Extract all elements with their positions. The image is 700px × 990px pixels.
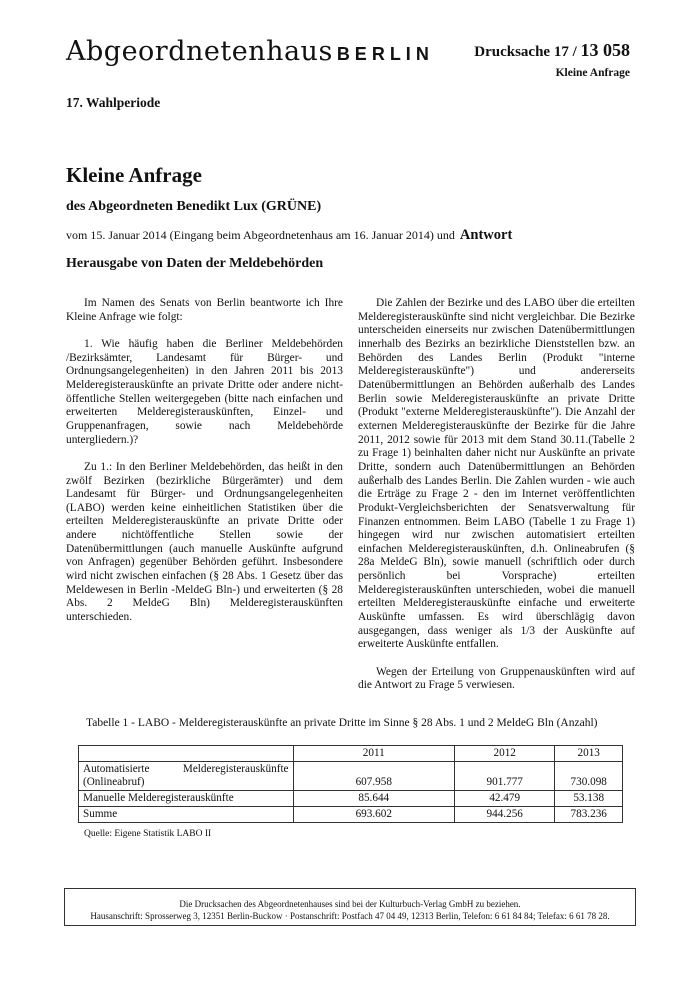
table-header-row [79,746,623,762]
drucksache-value: 13 058 [580,40,630,60]
table-cell: 901.777 [454,762,554,791]
table-cell: 730.098 [555,762,623,791]
table-source: Quelle: Eigene Statistik LABO II [84,829,212,839]
legislative-period: 17. Wahlperiode [66,95,161,110]
logo-main-text: Abgeordnetenhaus [66,36,333,67]
paragraph: Zu 1.: In den Berliner Meldebehörden, das heißt in den zwölf Bezirken (bezirkliche Bürgerämter) und dem Landesamt für Bürger- und Ordnungsangelegenheiten (LABO) werden keine einheitlichen Statistiken über die erteilten Melderegisterauskünfte an private Dritte oder andere nichtöffentliche Stellen sowie der Datenübermittlungen (auch manuelle Auskünfte aufgrund von Anfragen) gegenüber Behörden geführt. Insbesondere wird nicht zwischen einfachen (§ 28 Abs. 1 Gesetz über das Meldewesen in Berlin -MeldeG Bln-) und erweiterten (§ 28 Abs. 2 MeldeG Bln) Melderegisterauskünften unterschieden. [66,460,343,624]
table-header-cell [79,746,294,762]
table-cell: 693.602 [293,807,454,823]
table-caption: Tabelle 1 - LABO - Melderegisterauskünfte an private Dritte im Sinne § 28 Abs. 1 und 2 MeldeG Bln (Anzahl) [86,717,598,729]
paragraph: Die Zahlen der Bezirke und des LABO über die erteilten Melderegisterauskünfte sind nicht vergleichbar. Die Bezirke unterscheiden einerseits nur zwischen Datenübermittlungen innerhalb des Bezirks an bezirkliche Dienststellen bzw. an Behörden des Landes Berlin (Produkt "interne Melderegisterauskünfte") und andererseits Datenübermittlungen an Behörden außerhalb des Landes Berlin sowie Melderegisterauskünfte an private Dritte (Produkt "externe Melderegisterauskünfte"). Die Anzahl der externen Melderegisterauskünfte der Bezirke für die Jahre 2011, 2012 sowie für 2013 mit dem Stand 30.11.(Tabelle 2 zu Frage 1) beinhalten daher nicht nur Auskünfte an private Dritte, sondern auch Datenübermittlungen an Behörden außerhalb des Landes Berlin. Die Zahlen wurden - wie auch die Erträge zu Frage 2 - den im Internet veröffentlichten Produkt-Vergleichsberichten der Senatsverwaltung für Finanzen entnommen. Beim LABO (Tabelle 1 zu Frage 1) hingegen wird nur zwischen automatisiert erteilten einfachen Melderegisterauskünften, d.h. Onlineabrufen (§ 28a MeldeG Bln), sowie manuell (schriftlich oder durch persönlich bei Vorsprache) erteilten Melderegisterauskünften unterschieden, wobei die manuell erteilten Melderegisterauskünfte einfache und erweiterte Auskünfte umfassen. Es wird überschlägig davon ausgegangen, dass weniger als 1/3 der Auskünfte auf erweiterte Auskünfte entfallen. [358,297,635,651]
table-cell: 42.479 [454,791,554,807]
drucksache-number [474,40,630,61]
table-cell: Summe [79,807,294,823]
table-row [79,762,623,791]
author-line: des Abgeordneten Benedikt Lux (GRÜNE) [66,199,322,214]
table-cell: 53.138 [555,791,623,807]
parliament-logo [66,36,434,67]
document-kind: Kleine Anfrage [555,67,630,79]
footer-line: Die Drucksachen des Abgeordnetenhauses sind bei der Kulturbuch-Verlag GmbH zu beziehen. [179,899,521,909]
table-row [79,791,623,807]
page-title: Kleine Anfrage [66,163,202,187]
logo-city-text: BERLIN [336,44,434,64]
statistics-table [78,745,623,823]
dateline-text: vom 15. Januar 2014 (Eingang beim Abgeordnetenhaus am 16. Januar 2014) und [66,228,455,242]
table-cell: 783.236 [555,807,623,823]
subject-heading: Herausgabe von Daten der Meldebehörden [66,256,324,271]
footer-line: Hausanschrift: Sprosserweg 3, 12351 Berlin-Buckow · Postanschrift: Postfach 47 04 49, 12313 Berlin, Telefon: 6 61 84 84; Telefax: 6 61 78 28. [90,911,610,921]
footer-box [64,888,636,926]
table-header-cell: 2013 [555,746,623,762]
answer-label: Antwort [459,227,513,243]
paragraph: Wegen der Erteilung von Gruppenauskünften wird auf die Antwort zu Frage 5 verwiesen. [358,665,635,692]
drucksache-label: Drucksache 17 / [474,44,577,60]
dateline [66,227,512,244]
paragraph: 1. Wie häufig haben die Berliner Meldebehörden /Bezirksämter, Landesamt für Bürger- und Ordnungsangelegenheiten) in den Jahren 2011 bis 2013 Melderegisterauskünfte an private Dritte oder andere nicht-öffentliche Stellen weitergegeben (bitte nach einfachen und erweiterten Melderegisterauskünften, Einzel- und Gruppenanfragen, sowie nach Meldebehörde untergliedern.)? [66,337,343,446]
body-column-left [66,297,343,638]
table-cell: 607.958 [293,762,454,791]
document-number-block [474,40,630,79]
paragraph: Im Namen des Senats von Berlin beantworte ich Ihre Kleine Anfrage wie folgt: [66,297,343,323]
letterhead [66,36,434,67]
body-column-right [358,297,635,707]
table-cell: Manuelle Melderegisterauskünfte [79,791,294,807]
table-row [79,807,623,823]
table-header-cell: 2012 [454,746,554,762]
table-cell: 944.256 [454,807,554,823]
table-cell: Automatisierte Melderegisterauskünfte (Onlineabruf) [79,762,294,791]
table-cell: 85.644 [293,791,454,807]
table-header-cell: 2011 [293,746,454,762]
